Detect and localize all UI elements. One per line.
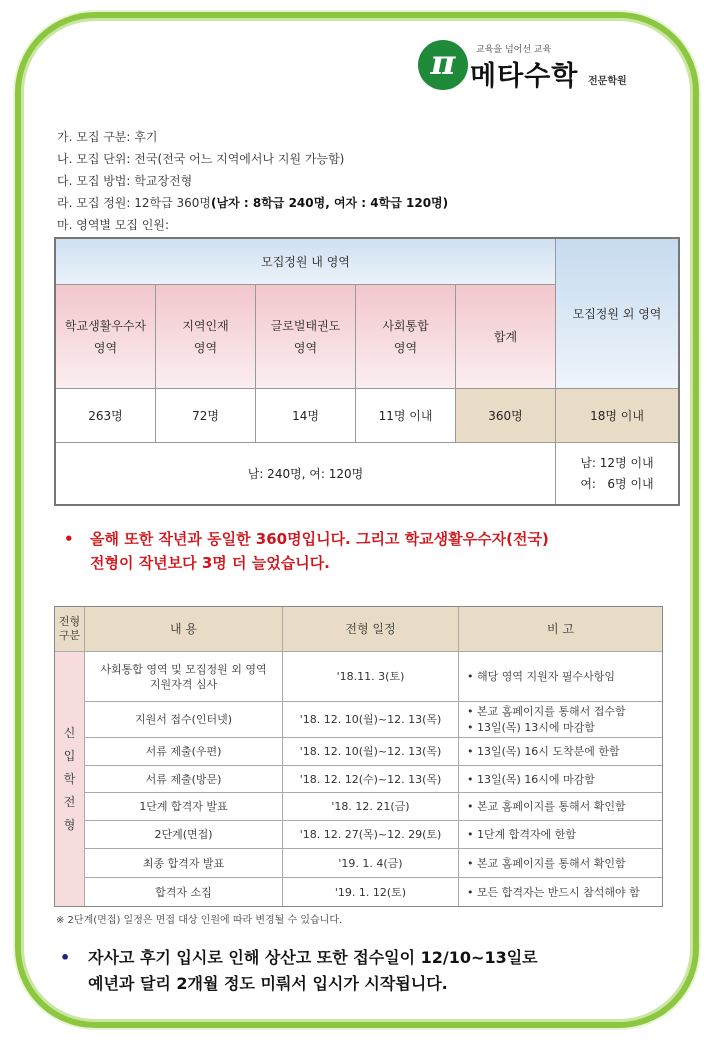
logo: [418, 40, 658, 100]
row-note: • 1단계 합격자에 한함: [459, 821, 662, 849]
side-char: 신: [63, 725, 76, 740]
header-type: 전형 구분: [55, 607, 85, 652]
row-note: • 13일(목) 16시 도착분에 한함: [459, 738, 662, 766]
row-date: '18. 12. 21(금): [283, 793, 459, 821]
info-line-area: 마. 영역별 모집 인원:: [57, 218, 170, 232]
col-header-taekwondo: 글로벌태권도 영역: [256, 285, 356, 389]
side-char: 입: [63, 748, 76, 763]
highlight-bullet-2: [60, 945, 538, 997]
bullet1-line1-b: 학교생활우수자(전국): [404, 530, 549, 548]
row-content: 서류 제출(우편): [85, 738, 283, 766]
col-header-region: 지역인재 영역: [156, 285, 256, 389]
row-date: '18. 12. 10(월)~12. 13(목): [283, 738, 459, 766]
logo-brand: 메타수학: [470, 61, 579, 92]
row-content: 지원서 접수(인터넷): [85, 702, 283, 738]
info-line-quota: [57, 192, 448, 214]
row-date: '19. 1. 12(토): [283, 878, 459, 906]
row-date: '18. 12. 12(수)~12. 13(목): [283, 766, 459, 793]
row-content: 합격자 소집: [85, 878, 283, 906]
bullet2-line2: 예년과 달리 2개월 정도 미뤄서 입시가 시작됩니다.: [88, 974, 448, 993]
row-date: '18. 12. 10(월)~12. 13(목): [283, 702, 459, 738]
row-note: • 13일(목) 16시에 마감함: [459, 766, 662, 793]
row-note: • 해당 영역 지원자 필수사항임: [459, 652, 662, 702]
info-line-method: 다. 모집 방법: 학교장전형: [57, 174, 193, 188]
row-note: • 본교 홈페이지를 통해서 확인함: [459, 849, 662, 878]
row-content: 2단계(면접): [85, 821, 283, 849]
info-quota-bold: (남자 : 8학급 240명, 여자 : 4학급 120명): [211, 196, 449, 210]
highlight-bullet-1: [64, 527, 549, 575]
row-date: '19. 1. 4(금): [283, 849, 459, 878]
col-header-social: 사회통합 영역: [356, 285, 456, 389]
outside-header: 모집정원 외 영역: [556, 239, 678, 389]
row-note: • 본교 홈페이지를 통해서 확인함: [459, 793, 662, 821]
value-school: 263명: [56, 389, 156, 443]
bullet1-line2: 전형이 작년보다 3명 더 늘었습니다.: [90, 554, 330, 572]
row-content: 1단계 합격자 발표: [85, 793, 283, 821]
side-char: 전: [63, 794, 76, 809]
inside-header: 모집정원 내 영역: [56, 239, 556, 285]
row-note: • 본교 홈페이지를 통해서 접수함 • 13일(목) 13시에 마감함: [459, 702, 662, 738]
info-line-unit: 나. 모집 단위: 전국(전국 어느 지역에서나 지원 가능함): [57, 152, 345, 166]
logo-tagline: 교육을 넘어선 교육: [476, 45, 552, 55]
bullet1-line1-a: 올해 또한 작년과 동일한 360명입니다. 그리고: [90, 530, 405, 548]
header-note: 비 고: [459, 607, 662, 652]
info-list: [57, 126, 448, 236]
row-content: 서류 제출(방문): [85, 766, 283, 793]
side-label: [55, 652, 85, 906]
col-header-total: 합계: [456, 285, 556, 389]
row-content: 최종 합격자 발표: [85, 849, 283, 878]
row-content: 사회통합 영역 및 모집정원 외 영역 지원자격 심사: [85, 652, 283, 702]
bullet2-line1: 자사고 후기 입시로 인해 상산고 또한 접수일이 12/10~13일로: [88, 948, 538, 967]
value-total: 360명: [456, 389, 556, 443]
row-note: • 모든 합격자는 반드시 참석해야 함: [467, 885, 640, 899]
value-taekwondo: 14명: [256, 389, 356, 443]
info-line-type: 가. 모집 구분: 후기: [57, 130, 158, 144]
value-social: 11명 이내: [356, 389, 456, 443]
schedule-table: [54, 606, 663, 907]
value-region: 72명: [156, 389, 256, 443]
col-header-school: 학교생활우수자 영역: [56, 285, 156, 389]
bullet-dot-icon: •: [64, 530, 74, 548]
gender-outside: 남: 12명 이내 여: 6명 이내: [556, 443, 678, 504]
header-date: 전형 일정: [283, 607, 459, 652]
header-content: 내 용: [85, 607, 283, 652]
row-date: '18.11. 3(토): [283, 652, 459, 702]
info-quota-prefix: 라. 모집 정원: 12학급 360명: [57, 196, 212, 210]
side-char: 학: [63, 771, 76, 786]
bullet1-line1: [90, 527, 549, 551]
quota-table: [54, 237, 680, 506]
logo-pi-icon: π: [418, 40, 468, 90]
bullet-dot-icon: •: [60, 948, 71, 967]
schedule-footnote: ※ 2단계(면접) 일정은 면접 대상 인원에 따라 변경될 수 있습니다.: [56, 915, 343, 926]
logo-subtitle: 전문학원: [588, 76, 627, 87]
row-date: '18. 12. 27(목)~12. 29(토): [283, 821, 459, 849]
gender-inside: 남: 240명, 여: 120명: [56, 443, 556, 504]
value-outside: 18명 이내: [556, 389, 678, 443]
side-char: 형: [63, 817, 76, 832]
